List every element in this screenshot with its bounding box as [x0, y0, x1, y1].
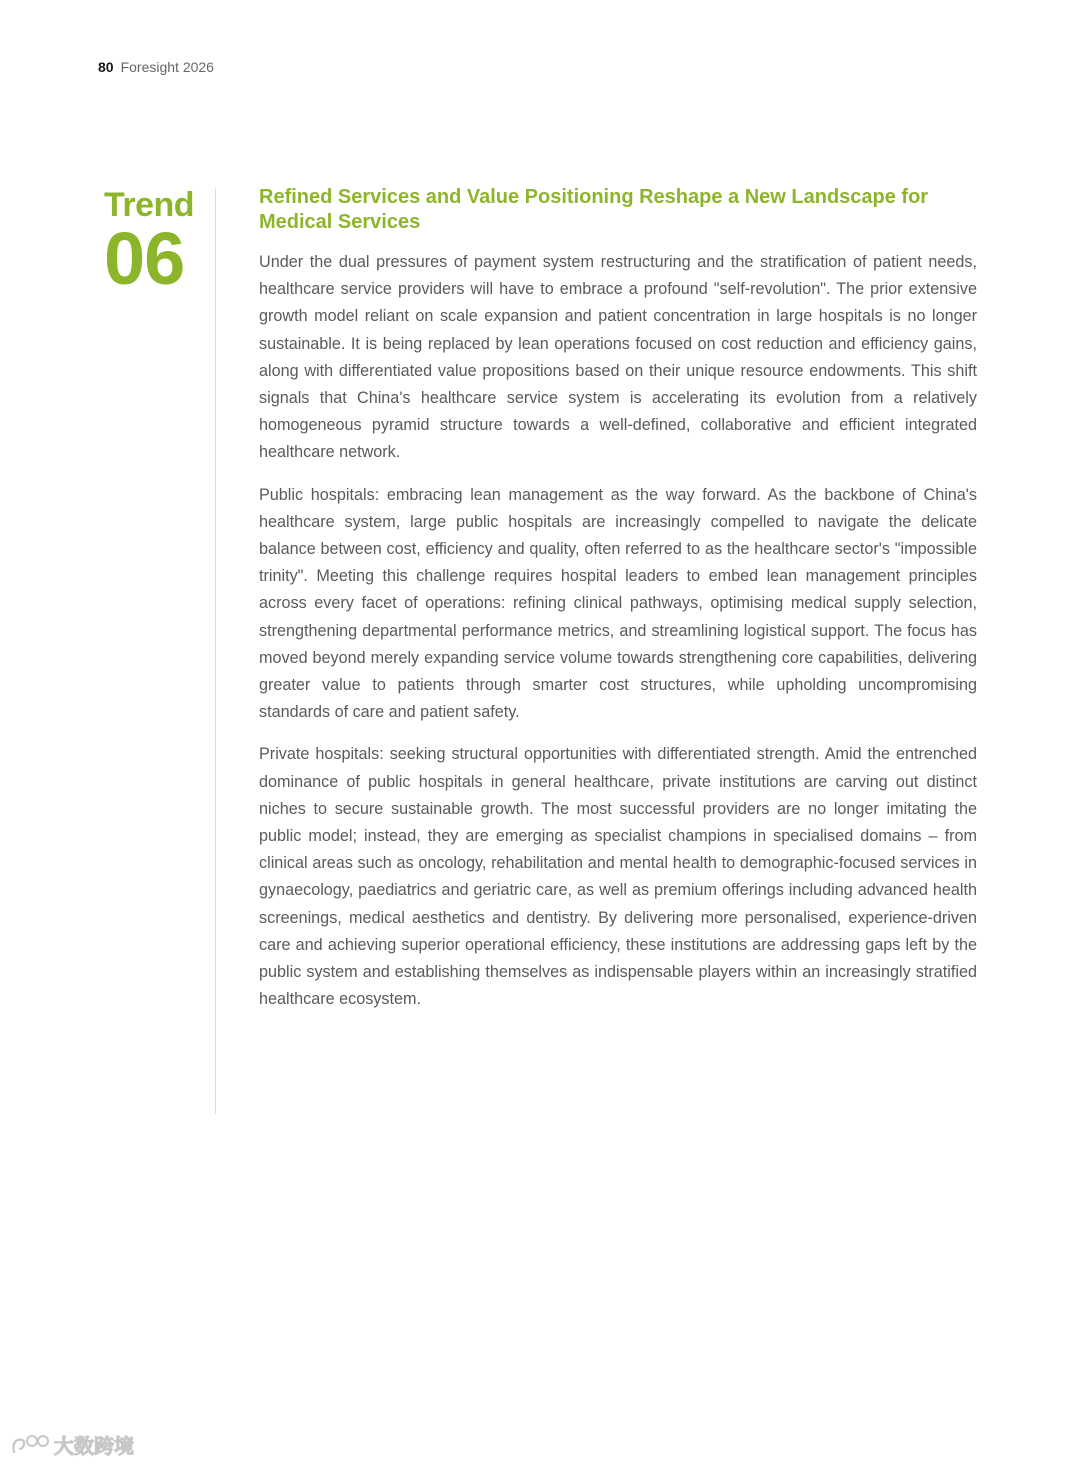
paragraph-intro: Under the dual pressures of payment system restructuring and the stratification of patient needs, healthcare service providers will have to embrace a profound "self-revolution". The prior extensive growth model reliant on scale expansion and patient concentration in large hospitals is no longer sustainable. It is being replaced by lean operations focused on cost reduction and efficiency gains, along with differentiated value propositions based on their unique resource endowments. This shift signals that China's healthcare service system is accelerating its evolution from a relatively homogeneous pyramid structure towards a well-defined, collaborative and efficient integrated healthcare network. [259, 253, 977, 462]
page-header [98, 59, 214, 75]
watermark-text: 大数跨境 [54, 1434, 134, 1458]
watermark [10, 1430, 134, 1459]
paragraph-private-hospitals: Private hospitals: seeking structural opportunities with differentiated strength. Amid the entrenched dominance of public hospitals in general healthcare, private institutions are carving out distinct niches to secure sustainable growth. The most successful providers are no longer imitating the public model; instead, they are emerging as specialist champions in specialised domains – from clinical areas such as oncology, rehabilitation and mental health to demographic-focused services in gynaecology, paediatrics and geriatric care, as well as premium offerings including advanced health screenings, medical aesthetics and dentistry. By delivering more personalised, experience-driven care and achieving superior operational efficiency, these institutions are addressing gaps left by the public system and establishing themselves as indispensable players within an increasingly stratified healthcare ecosystem. [259, 745, 977, 1009]
article-content [259, 185, 977, 1028]
vertical-divider [215, 188, 216, 1114]
trend-label: Trend [104, 186, 195, 224]
brand-logo-icon [10, 1432, 50, 1458]
publication-title: Foresight 2026 [120, 59, 214, 75]
paragraph-public-hospitals: Public hospitals: embracing lean management as the way forward. As the backbone of China's healthcare system, large public hospitals are increasingly compelled to navigate the delicate balance between cost, efficiency and quality, often referred to as the healthcare sector's "impossible trinity". Meeting this challenge requires hospital leaders to embed lean management principles across every facet of operations: refining clinical pathways, optimising medical supply selection, strengthening departmental performance metrics, and streamlining logistical support. The focus has moved beyond merely expanding service volume towards strengthening core capabilities, delivering greater value to patients through smarter cost structures, while upholding uncompromising standards of care and patient safety. [259, 485, 977, 722]
trend-label-block [104, 186, 195, 300]
page-number: 80 [98, 59, 114, 75]
trend-number: 06 [104, 217, 185, 300]
trend-heading: Refined Services and Value Positioning Reshape a New Landscape for Medical Services [259, 186, 929, 233]
